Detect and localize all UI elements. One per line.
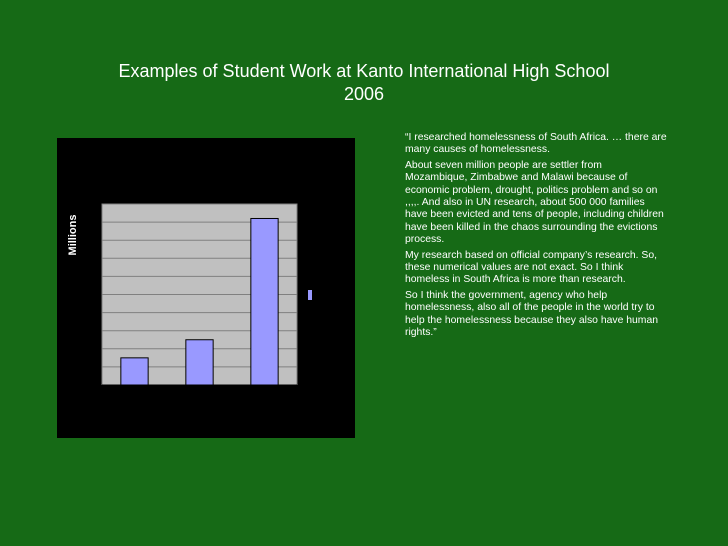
chart-panel	[57, 138, 355, 438]
bar-chart	[57, 138, 355, 438]
slide-title-line-2: 2006	[343, 84, 385, 104]
y-axis-label: Millions	[67, 214, 79, 256]
quote-paragraph: My research based on official company’s research. So, these numerical values are not exact. So I think homeless in South Africa is more than research.	[405, 249, 658, 286]
slide-title-line-1: Examples of Student Work at Kanto International High School	[118, 61, 610, 81]
slide-title	[40, 60, 688, 106]
quote-paragraph: “I researched homelessness of South Africa. … there are many causes of homelessness.	[405, 132, 667, 156]
student-quote	[405, 132, 667, 343]
quote-paragraph: So I think the government, agency who help homelessness, also all of the people in the world try to help the homelessness because they also have human rights.”	[405, 289, 659, 339]
quote-paragraph: About seven million people are settler from Mozambique, Zimbabwe and Malawi because of economic problem, drought, politics problem and so on ,,,,. And also in UN research, about 500 000 families have been evicted and tens of people, including children have been killed in the chaos surrounding the evictions process.	[405, 159, 664, 246]
bar	[121, 358, 148, 385]
bar	[186, 340, 213, 385]
bar	[251, 218, 278, 385]
legend-swatch	[308, 290, 312, 300]
